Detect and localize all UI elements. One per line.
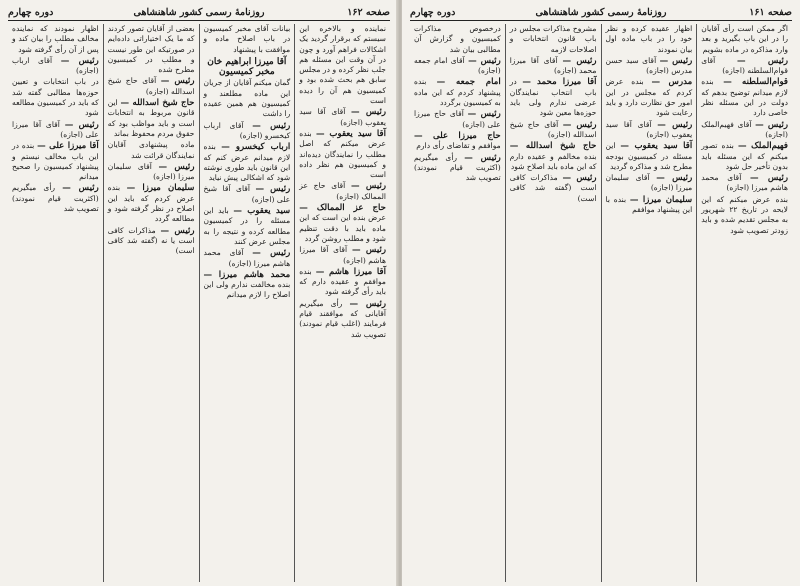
text-paragraph: [606, 24, 693, 55]
paragraph-text: بنده لازم میدانم توضیح بدهم که دولت در این مسئله نظر خاصی دارد: [701, 77, 788, 118]
left-column-1: [295, 24, 390, 582]
right-page-title: روزنامهٔ رسمی کشور شاهنشاهی: [535, 6, 667, 18]
speaker-name: آقا سید یعقوب —: [620, 141, 693, 152]
speaker-paragraph: [414, 153, 501, 184]
paragraph-text: آقای آقا میرزا علی (اجازه): [12, 119, 99, 139]
left-page-columns: [8, 24, 390, 582]
speaker-name: رئیس —: [160, 76, 195, 87]
speaker-paragraph: [606, 56, 693, 77]
speaker-name: رئیس —: [562, 55, 597, 66]
paragraph-text: موافقم و تقاضای رأی دارم: [416, 141, 501, 151]
speaker-name: رئیس —: [468, 55, 501, 66]
paragraph-text: آقای حاج عز الممالک (اجازه): [299, 181, 386, 201]
speaker-paragraph: [606, 173, 693, 194]
speaker-paragraph: [606, 120, 693, 141]
paragraph-text: آقای ارباب کیخسرو (اجازه): [203, 120, 291, 140]
speaker-paragraph: [12, 183, 99, 214]
speaker-paragraph: [204, 206, 291, 247]
speaker-paragraph: [606, 195, 693, 216]
paragraph-text: بنده با این پیشنهاد موافقم: [605, 194, 693, 215]
paragraph-text: بنده عرض میکنم که این لایحه در تاریخ ۲۲ شهریور به مجلس تقدیم شده و باید زودتر تصویب شود: [701, 194, 789, 235]
speaker-name: قوام‌السلطنه —: [723, 77, 788, 88]
speaker-name: رئیس —: [750, 173, 788, 184]
paragraph-text: آقای آقا میرزا محمد (اجازه): [509, 55, 597, 76]
paragraph-text: در باب انتخابات و تعیین حوزه‌ها مطالبی گفته شد که باید در کمیسیون مطالعه شود: [12, 77, 99, 118]
speaker-name: رئیس —: [255, 184, 291, 195]
right-page-number: صفحه ۱۶۱: [749, 6, 792, 18]
speaker-paragraph: [701, 120, 788, 141]
left-page-title: روزنامهٔ رسمی کشور شاهنشاهی: [133, 6, 265, 18]
paragraph-text: اظهار نمودند که نماینده مخالف مطلب را بیان کند و پس از آن رأی گرفته شود: [12, 24, 99, 54]
speaker-paragraph: [204, 184, 291, 205]
left-column-4: [8, 24, 104, 582]
text-paragraph: [299, 24, 386, 106]
text-paragraph: [204, 78, 291, 119]
paragraph-text: گمان میکنم آقایان از جریان این ماده مطلعند و کمیسیون هم همین عقیده را داشت: [203, 78, 291, 119]
right-column-3: [506, 24, 602, 582]
speaker-name: رئیس —: [562, 173, 597, 184]
speaker-name: ارباب کیخسرو —: [221, 142, 291, 153]
speaker-name: سید یعقوب —: [233, 206, 291, 217]
speaker-paragraph: [108, 183, 195, 224]
speaker-name: رئیس —: [467, 109, 501, 120]
paragraph-text: آقای حاج شیخ اسدالله (اجازه): [107, 76, 195, 96]
speaker-paragraph: [108, 226, 195, 257]
paragraph-text: نماینده و بالاخره این سیستم که برقرار گردید یک اشکالات فراهم آورد و چون در آن وقت این مسئله هم جلب نظر کرده و در مجلس سابق هم بحث شده بود و کمیسیون هم آن را دیده است: [299, 24, 386, 106]
speaker-paragraph: [414, 77, 501, 108]
speaker-name: آقا میرزا محمد —: [522, 77, 597, 88]
speaker-paragraph: [606, 77, 693, 118]
speaker-name: رئیس —: [351, 107, 386, 118]
speaker-name: امام جمعه —: [436, 77, 501, 88]
speaker-name: فهیم‌الملک —: [737, 141, 789, 152]
speaker-name: رئیس —: [252, 248, 291, 259]
speaker-paragraph: [414, 131, 501, 152]
section-heading: آقا میرزا ابراهیم خان مخبر کمیسیون: [207, 56, 287, 78]
paragraph-text: آقای آقا سید یعقوب (اجازه): [605, 119, 693, 139]
speaker-paragraph: [414, 109, 501, 130]
paragraph-text: این قانون مربوط به انتخابات است و باید مواظب بود که حقوق مردم محفوظ بماند: [107, 98, 195, 138]
paragraph-text: عرض بنده این است که این ماده باید با دقت تنظیم شود و مطلب روشن گردد: [299, 213, 386, 243]
speaker-paragraph: [299, 267, 386, 298]
speaker-name: حاج میرزا علی —: [414, 130, 501, 141]
speaker-name: حاج عز الممالک —: [299, 203, 386, 214]
paragraph-text: بنده لازم میدانم عرض کنم که این قانون باید طوری نوشته شود که اشکالی پیش نیاید: [203, 142, 291, 183]
speaker-name: رئیس —: [659, 55, 693, 66]
speaker-paragraph: [701, 141, 788, 172]
speaker-name: رئیس —: [657, 119, 693, 130]
right-column-4: [410, 24, 506, 582]
speaker-paragraph: [204, 142, 291, 183]
speaker-name: حاج شیخ اسدالله —: [509, 141, 597, 152]
speaker-name: رئیس —: [160, 225, 195, 236]
speaker-paragraph: [701, 56, 788, 77]
text-paragraph: [510, 24, 597, 55]
left-column-2: [200, 24, 296, 582]
text-paragraph: [414, 24, 501, 55]
speaker-paragraph: [299, 203, 386, 244]
paragraph-text: آقای محمد هاشم میرزا (اجازه): [203, 248, 291, 268]
speaker-name: رئیس —: [736, 55, 788, 66]
paragraph-text: آقای آقا سید یعقوب (اجازه): [299, 107, 386, 127]
paragraph-text: بعضی از آقایان تصور کردند که ما یک اختیاراتی داده‌ایم در صورتیکه این طور نیست و مطلب در کمیسیون مطرح شده: [107, 24, 195, 75]
text-paragraph: [108, 140, 195, 161]
speaker-name: رئیس —: [351, 181, 386, 192]
right-page-columns: [410, 24, 792, 582]
speaker-paragraph: [204, 270, 291, 301]
paragraph-text: در باب انتخاب نمایندگان عرضی ندارم ولی باید حوزه‌ها معین شود: [509, 77, 597, 118]
speaker-paragraph: [510, 173, 597, 204]
paragraph-text: مذاکرات کافی است یا نه (گفته شد کافی است): [107, 225, 195, 256]
text-paragraph: [204, 24, 291, 55]
paragraph-text: بنده عرض میکنم که اصل مطلب را نمایندگان دیده‌اند و کمیسیون هم نظر داده است: [299, 128, 386, 180]
paragraph-text: بنده مخالفم و عقیده دارم که این ماده باید اصلاح شود: [509, 151, 597, 171]
paragraph-text: آقای سلیمان میرزا (اجازه): [107, 161, 195, 182]
speaker-paragraph: [299, 245, 386, 266]
paragraph-text: بنده موافقم و عقیده دارم که باید رأی گرفته شود: [299, 266, 386, 297]
paragraph-text: اظهار عقیده کرده و نظر خود را در باب ماده اول بیان نمودند: [605, 24, 693, 54]
speaker-paragraph: [108, 162, 195, 183]
speaker-name: رئیس —: [62, 183, 99, 194]
speaker-paragraph: [204, 248, 291, 269]
speaker-paragraph: [414, 56, 501, 77]
speaker-paragraph: [701, 77, 788, 118]
text-paragraph: [12, 24, 99, 55]
paragraph-text: آقای آقا میرزا هاشم (اجازه): [299, 245, 386, 265]
paragraph-text: مذاکرات کافی است (گفته شد کافی است): [509, 173, 597, 203]
speaker-paragraph: [299, 299, 386, 340]
paragraph-text: آقای حاج شیخ اسدالله (اجازه): [509, 119, 597, 139]
left-page-period: دوره چهارم: [8, 6, 54, 18]
speaker-name: رئیس —: [464, 152, 501, 163]
speaker-name: رئیس —: [562, 119, 597, 130]
right-page: [402, 0, 800, 586]
speaker-paragraph: [108, 76, 195, 97]
text-paragraph: [12, 77, 99, 118]
speaker-paragraph: [12, 120, 99, 141]
speaker-paragraph: [12, 141, 99, 182]
speaker-name: رئیس —: [755, 119, 788, 130]
right-page-header: [410, 4, 792, 21]
paragraph-text: درخصوص مذاکرات کمیسیون و گزارش آن مطالبی بیان شد: [414, 24, 501, 54]
speaker-paragraph: [606, 141, 693, 172]
paragraph-text: بنده پیشنهاد کردم که این ماده به کمیسیون برگردد: [414, 77, 501, 108]
speaker-name: مدرس —: [651, 77, 693, 88]
speaker-paragraph: [510, 56, 597, 77]
speaker-name: آقا میرزا علی —: [37, 141, 99, 152]
speaker-name: حاج شیخ اسدالله —: [120, 98, 195, 109]
paragraph-text: آقای فهیم‌الملک (اجازه): [701, 119, 788, 139]
paragraph-text: بیانات آقای مخبر کمیسیون در باب اصلاح ماده و موافقت با پیشنهاد: [203, 24, 291, 54]
right-page-period: دوره چهارم: [410, 6, 456, 18]
speaker-paragraph: [299, 107, 386, 128]
paragraph-text: آقای محمد هاشم میرزا (اجازه): [701, 173, 788, 193]
paragraph-text: بنده تصور میکنم که این مسئله باید بدون تأخیر حل شود: [701, 141, 788, 171]
speaker-name: رئیس —: [349, 298, 386, 309]
speaker-paragraph: [510, 141, 597, 172]
paragraph-text: آقای آقا شیخ علی (اجازه): [203, 184, 291, 204]
text-paragraph: [701, 24, 788, 55]
paragraph-text: رأی میگیریم آقایانی که موافقند قیام فرمایند (اغلب قیام نمودند) تصویب شد: [299, 298, 386, 339]
paragraph-text: این مسئله در کمیسیون بودجه مطرح شد و مذاکره گردید: [605, 141, 693, 171]
speaker-paragraph: [510, 120, 597, 141]
speaker-name: سلیمان میرزا —: [126, 183, 195, 194]
text-paragraph: [701, 195, 788, 236]
speaker-paragraph: [204, 121, 291, 142]
paragraph-text: آقای ارباب (اجازه): [12, 55, 99, 76]
paragraph-text: بنده عرض کردم که باید این اصلاح در نظر گرفته شود و مطالعه گردد: [107, 183, 195, 224]
speaker-name: رئیس —: [656, 173, 693, 184]
paragraph-text: مشروح مذاکرات مجلس در باب قانون انتخابات و اصلاحات لازمه: [509, 24, 597, 54]
speaker-paragraph: [12, 56, 99, 77]
speaker-name: آقا سید یعقوب —: [315, 128, 387, 139]
speaker-name: رئیس —: [351, 245, 386, 256]
left-page-number: صفحه ۱۶۲: [347, 6, 390, 18]
paragraph-text: بنده عرض کردم که مجلس در این امور حق نظارت دارد و باید رعایت شود: [605, 77, 693, 118]
paragraph-text: رأی میگیریم (اکثریت قیام نمودند) تصویب شد: [414, 152, 501, 183]
speaker-paragraph: [510, 77, 597, 118]
paragraph-text: بنده در این باب مخالف نیستم و پیشنهاد کمیسیون را صحیح میدانم: [12, 141, 99, 182]
speaker-paragraph: [299, 181, 386, 202]
left-page-header: [8, 4, 390, 21]
paragraph-text: باید این مسئله را در کمیسیون مطالعه کرده و نتیجه را به مجلس عرض کنند: [203, 206, 291, 246]
text-paragraph: [108, 24, 195, 75]
paragraph-text: آقای سید حسن مدرس (اجازه): [605, 55, 693, 76]
paragraph-text: آقای سلیمان میرزا (اجازه): [605, 173, 693, 193]
speaker-name: رئیس —: [64, 119, 99, 130]
speaker-name: رئیس —: [60, 55, 99, 66]
speaker-paragraph: [701, 173, 788, 194]
paragraph-text: بنده مخالفت ندارم ولی این اصلاح را لازم میدانم: [203, 280, 291, 300]
paragraph-text: آقای قوام‌السلطنه (اجازه): [701, 55, 788, 76]
paragraph-text: رأی میگیریم (اکثریت قیام نمودند) تصویب شد: [12, 183, 99, 214]
paragraph-text: آقای حاج میرزا علی (اجازه): [414, 109, 501, 129]
paragraph-text: اگر ممکن است رأی آقایان را در این باب بگیرید و بعد وارد مذاکره در ماده بشویم: [701, 24, 788, 54]
speaker-name: سلیمان میرزا —: [629, 194, 693, 205]
speaker-name: رئیس —: [252, 120, 291, 131]
left-column-3: [104, 24, 200, 582]
speaker-name: محمد هاشم میرزا —: [203, 269, 291, 280]
speaker-name: رئیس —: [158, 161, 195, 172]
speaker-name: آقا میرزا هاشم —: [315, 266, 386, 277]
speaker-paragraph: [299, 129, 386, 180]
left-page: [0, 0, 398, 586]
right-column-2: [602, 24, 698, 582]
speaker-paragraph: [108, 98, 195, 139]
right-column-1: [697, 24, 792, 582]
paragraph-text: آقای امام جمعه (اجازه): [414, 55, 501, 76]
paragraph-text: ماده پیشنهادی آقایان نمایندگان قرائت شد: [107, 140, 195, 160]
